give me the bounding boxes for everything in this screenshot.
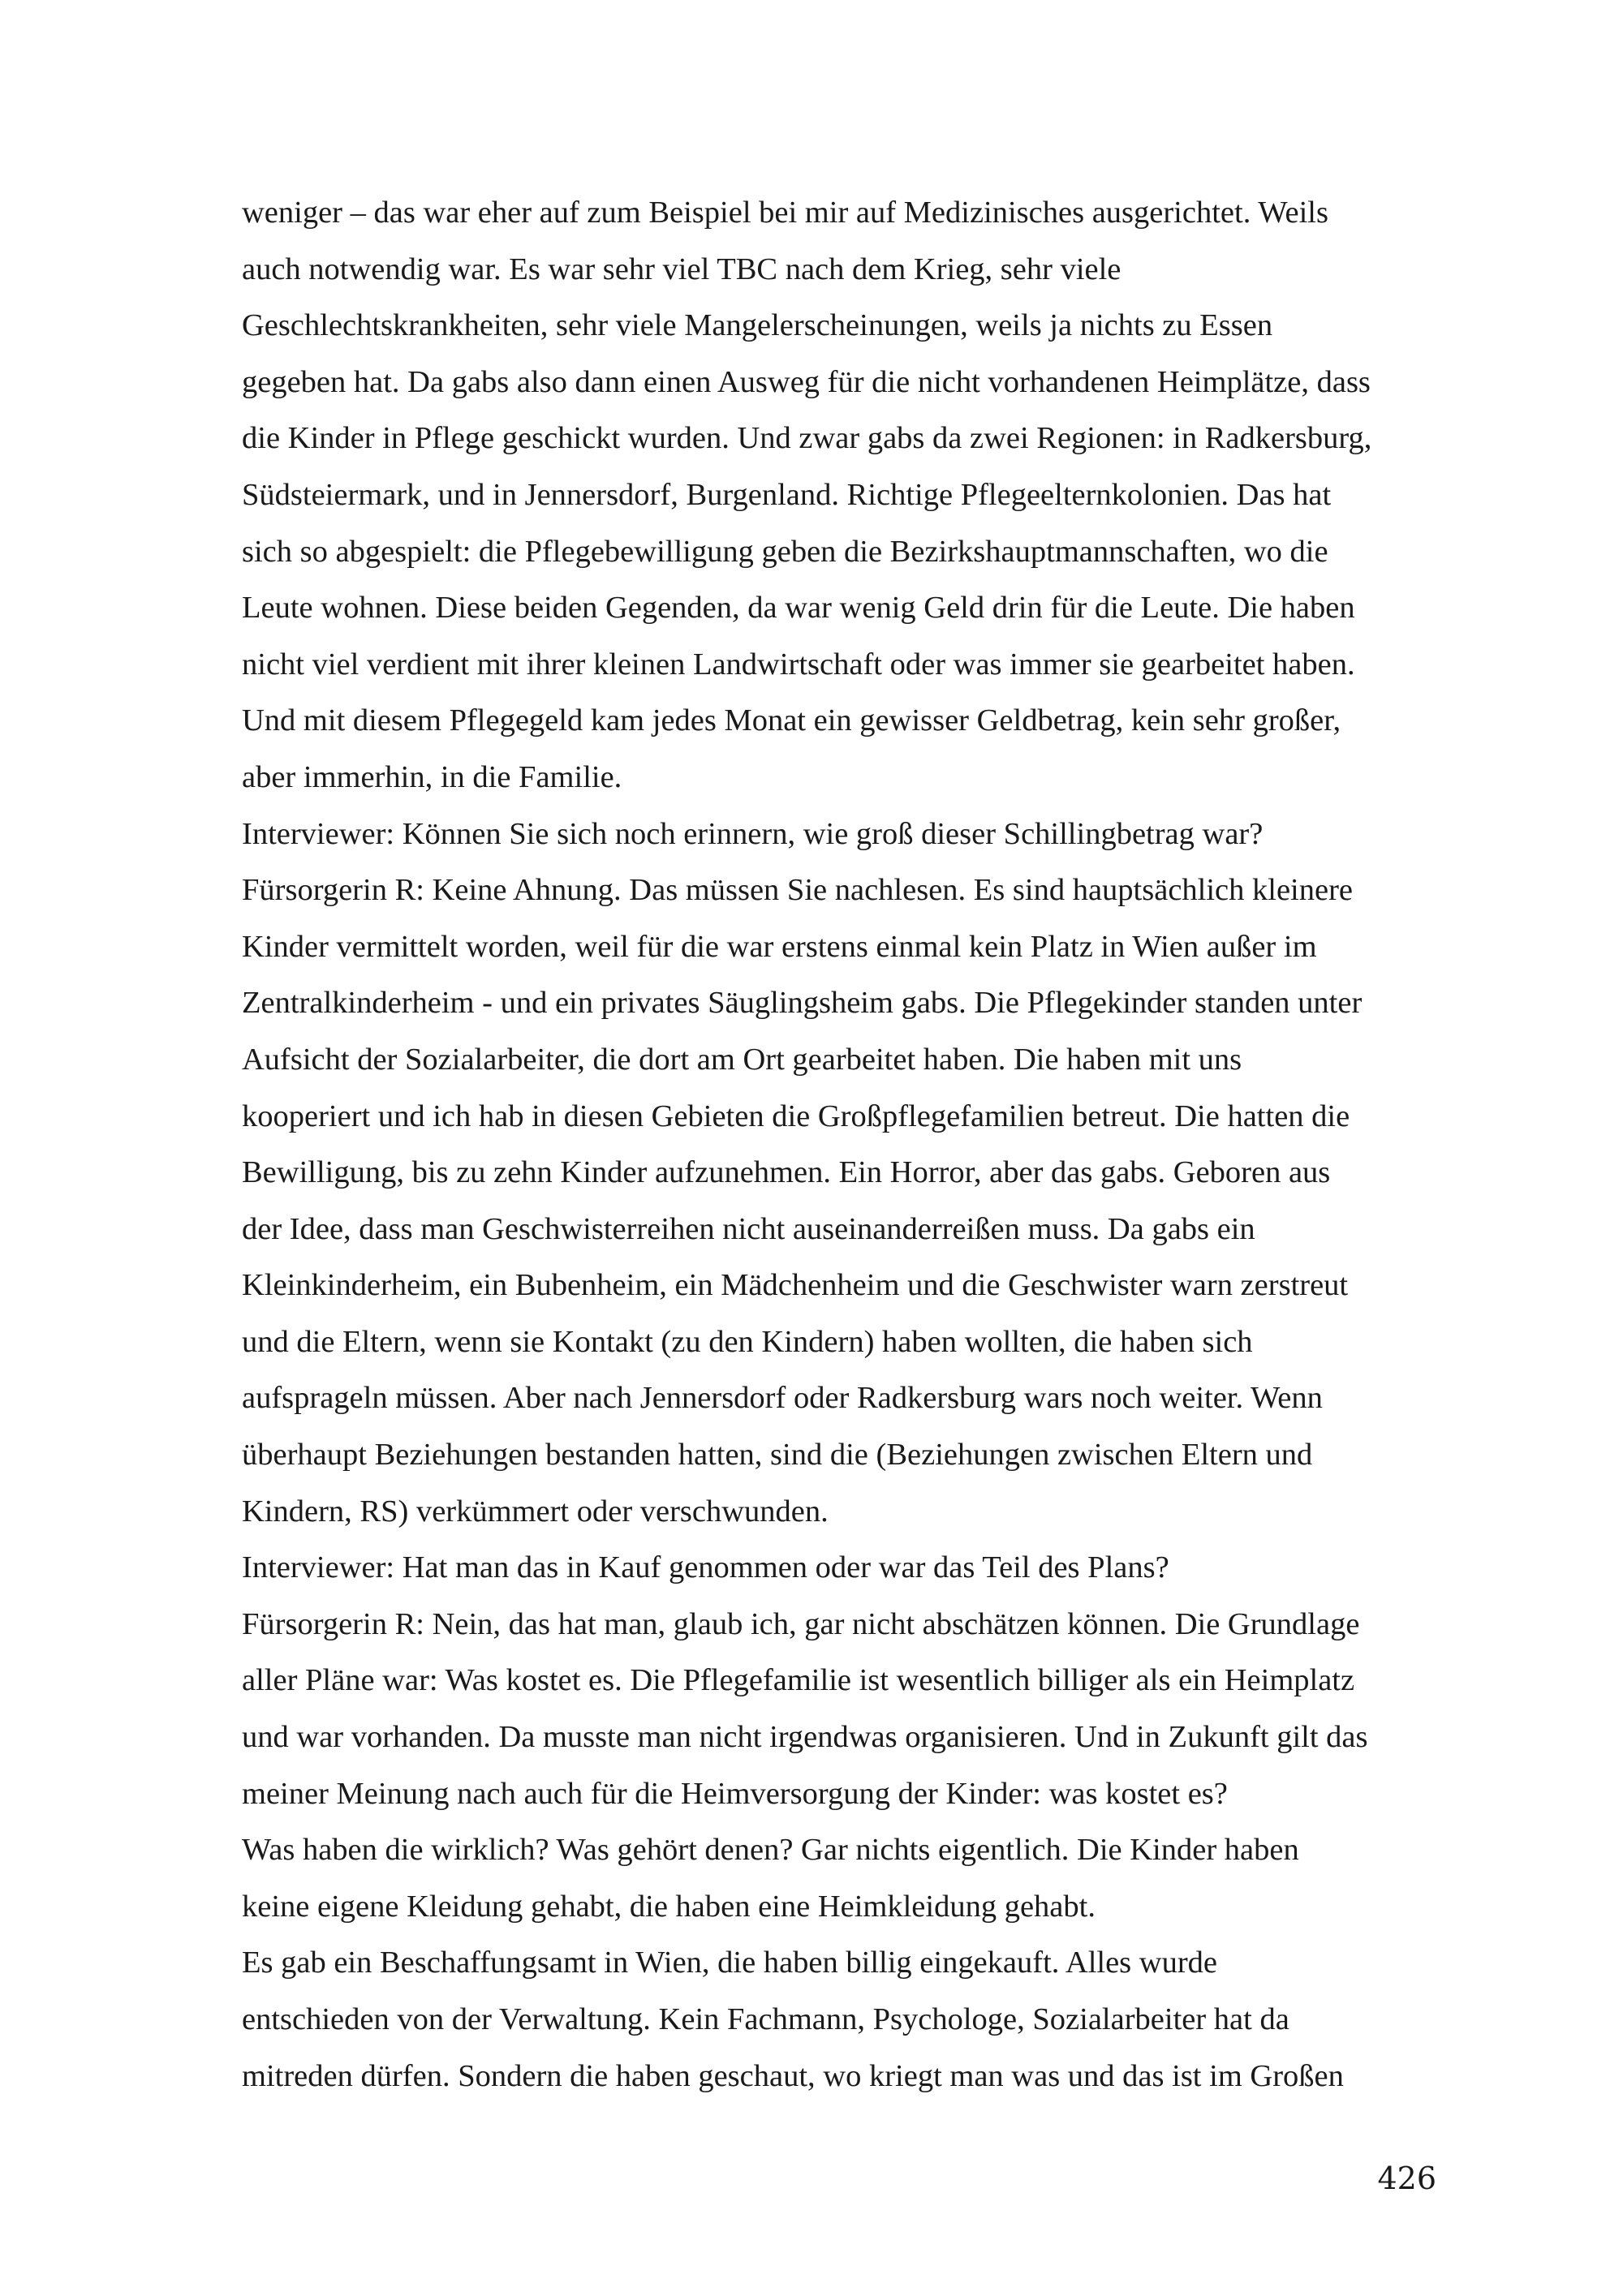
text-line: Fürsorgerin R: Keine Ahnung. Das müssen Sie nachlesen. Es sind hauptsächlich kleinere xyxy=(242,873,1353,908)
text-line: Südsteiermark, und in Jennersdorf, Burgenland. Richtige Pflegeelternkolonien. Das hat xyxy=(242,477,1332,512)
text-line: aufspragеln müssen. Aber nach Jennersdorf oder Radkersburg wars noch weiter. Wenn xyxy=(242,1381,1323,1416)
text-line: Es gab ein Beschaffungsamt in Wien, die haben billig eingekauft. Alles wurde xyxy=(242,1946,1217,1980)
text-line: aller Pläne war: Was kostet es. Die Pflegefamilie ist wesentlich billiger als ein Heimplatz xyxy=(242,1663,1355,1698)
text-line: entschieden von der Verwaltung. Kein Fachmann, Psychologe, Sozialarbeiter hat da xyxy=(242,2002,1289,2036)
text-line: Und mit diesem Pflegegeld kam jedes Monat ein gewisser Geldbetrag, kein sehr großer, xyxy=(242,703,1341,738)
text-line: gegeben hat. Da gabs also dann einen Ausweg für die nicht vorhandenen Heimplätze, dass xyxy=(242,364,1371,399)
text-line: auch notwendig war. Es war sehr viel TBC nach dem Krieg, sehr viele xyxy=(242,252,1121,286)
page-number: 426 xyxy=(1377,2161,1436,2196)
text-line: mitreden dürfen. Sondern die haben geschaut, wo kriegt man was und das ist im Großen xyxy=(242,2058,1344,2093)
text-line: nicht viel verdient mit ihrer kleinen Landwirtschaft oder was immer sie gearbeitet haben. xyxy=(242,647,1355,681)
text-line: Interviewer: Hat man das in Kauf genommen oder war das Teil des Plans? xyxy=(242,1550,1169,1585)
text-line: die Kinder in Pflege geschickt wurden. Und zwar gabs da zwei Regionen: in Radkersburg, xyxy=(242,421,1372,456)
text-line: Kleinkinderheim, ein Bubenheim, ein Mädchenheim und die Geschwister warn zerstreut xyxy=(242,1268,1349,1303)
text-line: aber immerhin, in die Familie. xyxy=(242,759,622,794)
text-line: kooperiert und ich hab in diesen Gebieten die Großpflegefamilien betreut. Die hatten die xyxy=(242,1099,1350,1133)
text-line: überhaupt Beziehungen bestanden hatten, sind die (Beziehungen zwischen Eltern und xyxy=(242,1438,1313,1473)
text-line: Leute wohnen. Diese beiden Gegenden, da war wenig Geld drin für die Leute. Die haben xyxy=(242,591,1355,626)
text-line: keine eigene Kleidung gehabt, die haben eine Heimkleidung gehabt. xyxy=(242,1889,1096,1924)
text-line: und war vorhanden. Da musste man nicht irgendwas organisieren. Und in Zukunft gilt das xyxy=(242,1720,1368,1755)
text-line: Geschlechtskrankheiten, sehr viele Mangelerscheinungen, weils ja nichts zu Essen xyxy=(242,308,1273,343)
text-line: sich so abgespielt: die Pflegebewilligung geben die Bezirkshauptmannschaften, wo die xyxy=(242,534,1328,569)
text-line: meiner Meinung nach auch für die Heimversorgung der Kinder: was kostet es? xyxy=(242,1776,1228,1811)
text-line: der Idee, dass man Geschwisterreihen nicht auseinanderreißen muss. Da gabs ein xyxy=(242,1211,1255,1246)
text-line: Fürsorgerin R: Nein, das hat man, glaub ich, gar nicht abschätzen können. Die Grundlage xyxy=(242,1606,1360,1641)
body-text xyxy=(242,185,1451,2105)
text-line: Zentralkinderheim - und ein privates Säuglingsheim gabs. Die Pflegekinder standen unter xyxy=(242,986,1363,1021)
text-line: Kinder vermittelt worden, weil für die war erstens einmal kein Platz in Wien außer im xyxy=(242,929,1317,964)
text-line: Aufsicht der Sozialarbeiter, die dort am Ort gearbeitet haben. Die haben mit uns xyxy=(242,1042,1242,1077)
text-line: Was haben die wirklich? Was gehört denen? Gar nichts eigentlich. Die Kinder haben xyxy=(242,1833,1299,1868)
text-line: Kindern, RS) verkümmert oder verschwunden. xyxy=(242,1494,829,1529)
text-line: weniger – das war eher auf zum Beispiel bei mir auf Medizinisches ausgerichtet. Weils xyxy=(242,196,1328,230)
text-line: Interviewer: Können Sie sich noch erinnern, wie groß dieser Schillingbetrag war? xyxy=(242,816,1264,851)
text-line: und die Eltern, wenn sie Kontakt (zu den Kindern) haben wollten, die haben sich xyxy=(242,1324,1253,1359)
text-line: Bewilligung, bis zu zehn Kinder aufzunehmen. Ein Horror, aber das gabs. Geboren aus xyxy=(242,1155,1331,1190)
